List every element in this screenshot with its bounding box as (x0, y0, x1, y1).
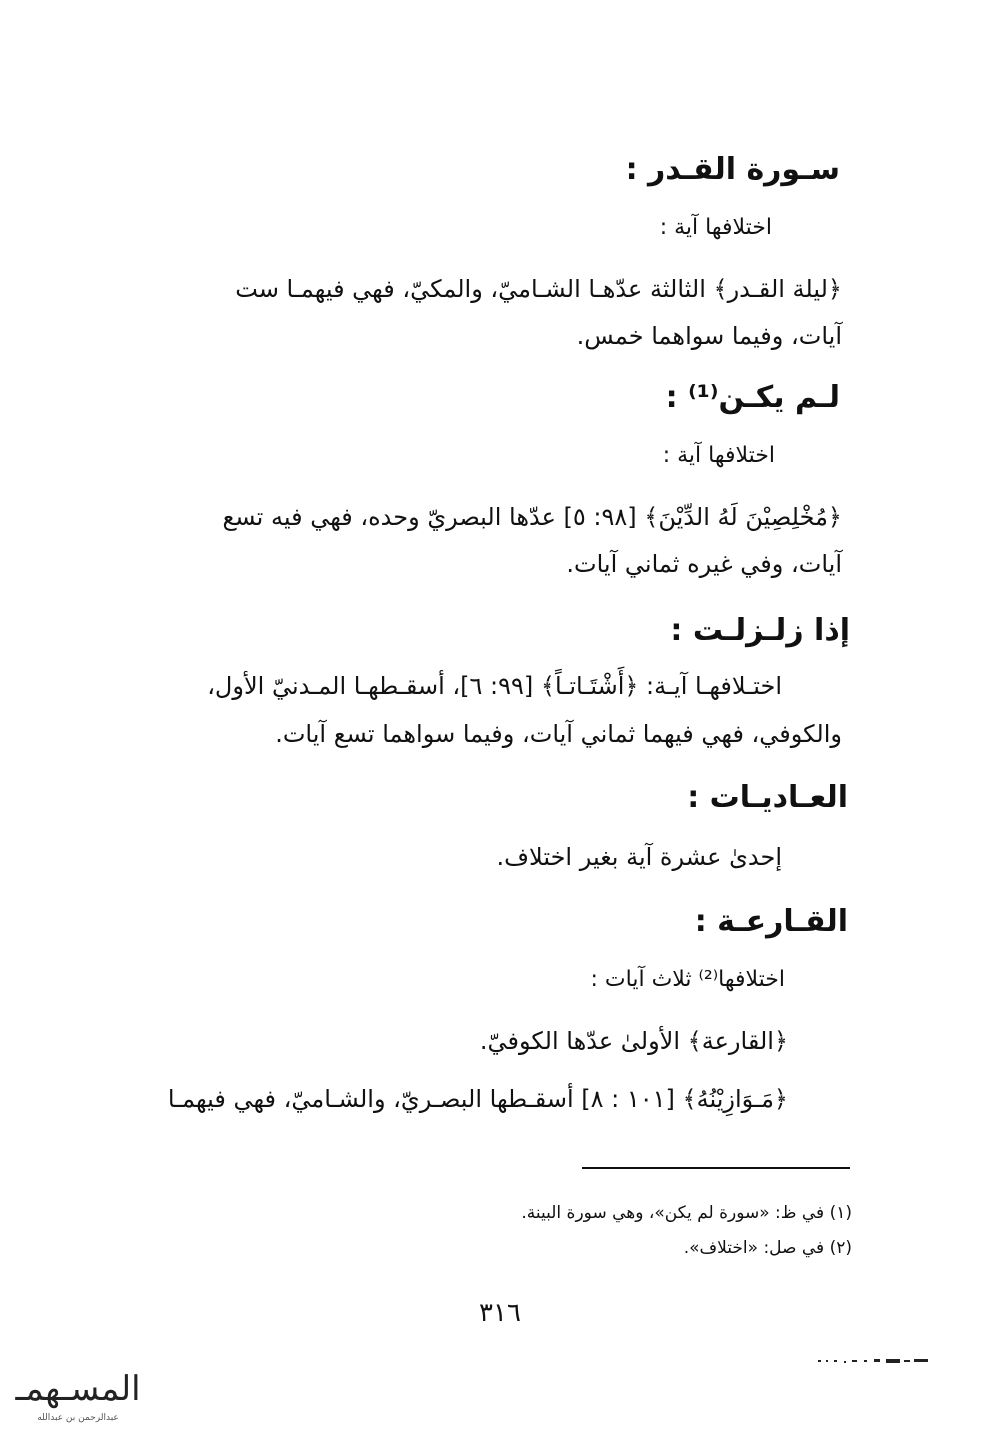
text-line: والكوفي، فهي فيهما ثماني آيات، وفيما سواهما تسع آيات. (275, 720, 842, 748)
surah-heading-qadr: سـورة القـدر : (625, 152, 840, 187)
text-line: اختلافها آية : (659, 215, 772, 240)
surah-heading-zalzala: إذا زلـزلـت : (670, 613, 850, 648)
text-line: اختلافها آية : (662, 443, 775, 468)
page-number: ٣١٦ (479, 1298, 521, 1328)
text-line: إحدىٰ عشرة آية بغير اختلاف. (496, 843, 782, 871)
footnote-2: (٢) في صل: «اختلاف». (683, 1238, 852, 1258)
text-line: ﴿مُخْلِصِيْنَ لَهُ الدِّيْنَ﴾ [٩٨: ٥] عدّها البصريّ وحده، فهي فيه تسع (222, 503, 842, 531)
svg-text:عبدالرحمن بن عبدالله: عبدالرحمن بن عبدالله (37, 1413, 119, 1423)
svg-text:المسـهمـ: المسـهمـ (15, 1369, 141, 1409)
text-line: اختلافها⁽²⁾ ثلاث آيات : (590, 967, 785, 992)
text-line: اختـلافهـا آيـة: ﴿أَشْتَـاتـاً﴾ [٩٩: ٦]، أسقـطهـا المـدنيّ الأول، (207, 672, 782, 700)
footnote-1: (١) في ظ: «سورة لم يكن»، وهي سورة البينة. (521, 1203, 852, 1223)
footnote-separator (582, 1167, 850, 1169)
surah-heading-adiyat: العـاديـات : (687, 780, 848, 815)
scan-noise-marks (818, 1357, 930, 1365)
text-line: ﴿القارعة﴾ الأولىٰ عدّها الكوفيّ. (479, 1027, 788, 1055)
surah-heading-lam-yakun: لـم يكـن⁽¹⁾ : (665, 380, 840, 415)
publisher-signature-logo (8, 1358, 148, 1428)
text-line: ﴿ليلة القـدر﴾ الثالثة عدّهـا الشـاميّ، والمكيّ، فهي فيهمـا ست (235, 275, 842, 303)
text-line: ﴿مَـوَازِيْنُهُ﴾ [١٠١ : ٨] أسقـطها البصـريّ، والشـاميّ، فهي فيهمـا (167, 1085, 788, 1113)
text-line: آيات، وفيما سواهما خمس. (576, 322, 842, 350)
text-line: آيات، وفي غيره ثماني آيات. (566, 550, 842, 578)
surah-heading-qaria: القـارعـة : (694, 904, 848, 939)
